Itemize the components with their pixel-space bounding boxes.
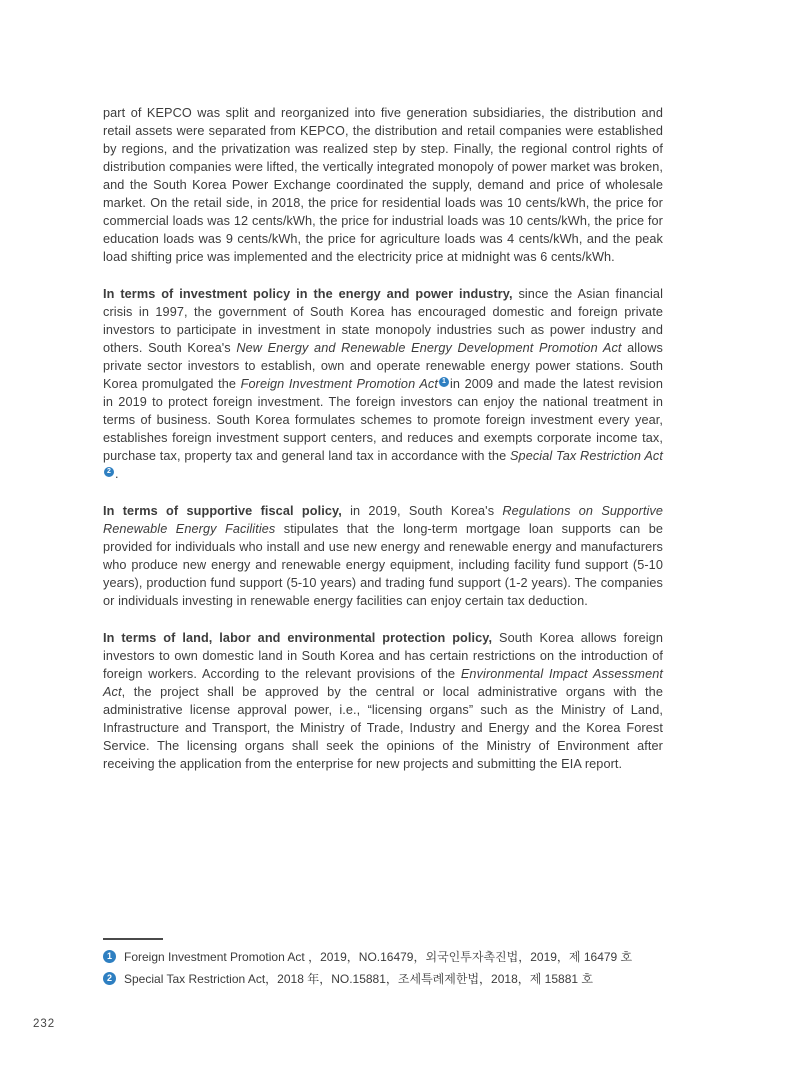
footnote-ref-1-icon: 1 — [439, 377, 449, 387]
footnote-list — [103, 946, 683, 990]
page-number: 232 — [33, 1018, 56, 1030]
footnote-section — [103, 932, 683, 990]
text-run: in 2019, South Korea's — [350, 504, 503, 518]
text-run: New Energy and Renewable Energy Development Promotion Act — [236, 341, 622, 355]
text-run: , the project shall be approved by the central or local administrative organs with the administrative license approval power, i.e., “licensing organs” such as the Ministry of Land, Infrastructure and Transport, the Ministry of Trade, Industry and Energy and the Korea Forest Service. The licensing organs shall seek the opinions of the Ministry of Environment after receiving the application from the enterprise for new projects and submitting the EIA report. — [103, 685, 663, 771]
text-run: Foreign Investment Promotion Act — [240, 377, 438, 391]
footnote-text: Special Tax Restriction Act，2018 年，NO.15881，조세특례제한법，2018，제 15881 호 — [124, 972, 593, 986]
text-run: since the Asian financial crisis in 1997, the government of South Korea has encouraged domestic and foreign private investors to participate in investment in state monopoly industries such as power industry and others. South Korea's — [103, 287, 663, 355]
paragraph — [103, 502, 663, 610]
text-run: in 2009 and made the latest revision in 2019 to protect foreign investment. The foreign investors can enjoy the national treatment in terms of business. South Korea formulates schemes to promote foreign investment every year, establishes foreign investment support centers, and reduces and exempts corporate income tax, purchase tax, property tax and general land tax in accordance with the — [103, 377, 663, 463]
text-run: Special Tax Restriction Act — [509, 449, 663, 463]
text-run: Regulations on Supportive Renewable Energy Facilities — [103, 504, 663, 536]
text-run: Environmental Impact Assessment Act — [103, 667, 664, 699]
footnote — [103, 946, 683, 968]
text-run: allows private sector investors to establish, own and operate renewable energy power stations. South Korea promulgated the — [103, 341, 664, 391]
text-run: . — [115, 467, 119, 481]
text-run: stipulates that the long-term mortgage loan supports can be provided for individuals who install and use new energy and renewable energy and manufacturers who produce new energy and renewable energy equipment, including facility fund support (5-10 years), production fund support (5-10 years) and trading fund support (1-2 years). The companies or individuals investing in renewable energy facilities can enjoy certain tax deduction. — [103, 522, 664, 608]
footnote-ref-2-icon: 2 — [104, 467, 114, 477]
footnote-marker-icon: 1 — [103, 950, 116, 963]
text-run: South Korea allows foreign investors to own domestic land in South Korea and has certain restrictions on the introduction of foreign workers. According to the relevant provisions of the — [103, 631, 663, 681]
text-run: In terms of supportive fiscal policy, — [103, 504, 351, 518]
paragraph — [103, 104, 663, 266]
body-paragraphs — [103, 104, 663, 773]
text-run: In terms of land, labor and environmental protection policy, — [103, 631, 500, 645]
paragraph — [103, 285, 663, 483]
footnote-text: Foreign Investment Promotion Act ，2019，NO.16479，외국인투자촉진법，2019，제 16479 호 — [124, 950, 633, 964]
footnote-marker-icon: 2 — [103, 972, 116, 985]
text-run: part of KEPCO was split and reorganized into five generation subsidiaries, the distribution and retail assets were separated from KEPCO, the distribution and retail companies were established by regions, and the privatization was realized step by step. Finally, the regional control rights of distribution companies were lifted, the vertically integrated monopoly of power market was broken, and the South Korea Power Exchange coordinated the supply, demand and price of wholesale market. On the retail side, in 2018, the price for residential loads was 10 cents/kWh, the price for commercial loads was 12 cents/kWh, the price for industrial loads was 10 cents/kWh, the price for education loads was 9 cents/kWh, the price for agriculture loads was 4 cents/kWh, and the peak load shifting price was implemented and the electricity price at midnight was 6 cents/kWh. — [103, 106, 663, 264]
paragraph — [103, 629, 663, 773]
footnote-divider — [103, 938, 163, 940]
page-body — [103, 104, 663, 792]
text-run: In terms of investment policy in the energy and power industry, — [103, 287, 519, 301]
footnote — [103, 968, 683, 990]
